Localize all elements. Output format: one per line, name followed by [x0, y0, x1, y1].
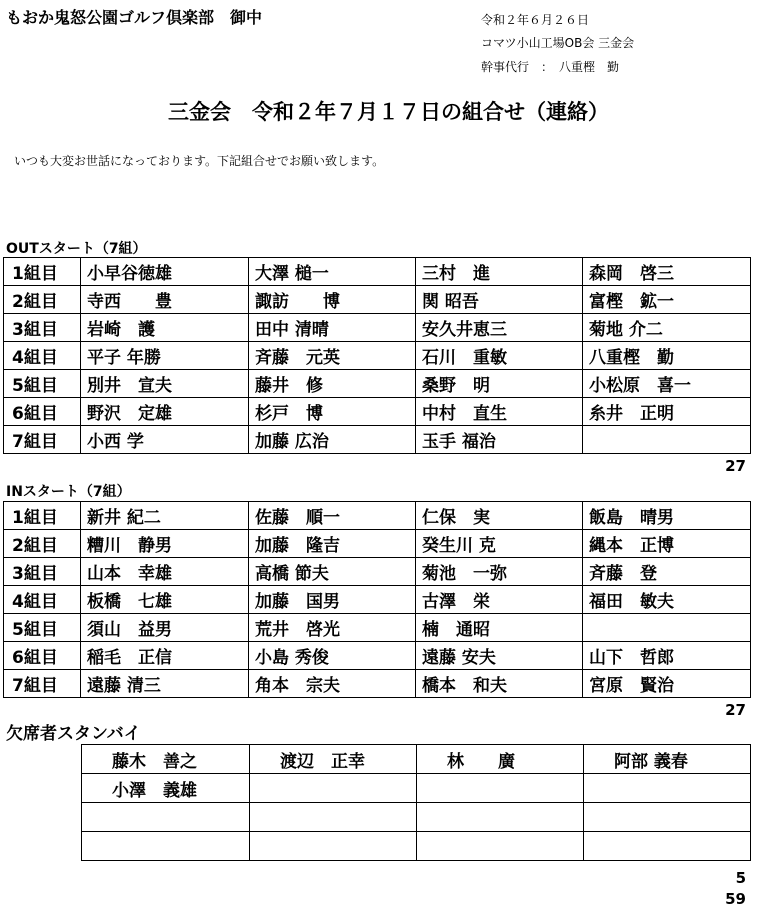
table-row — [4, 426, 751, 454]
player-name: 斉藤 元英 — [249, 342, 416, 370]
organizer: 幹事代行 ： 八重樫 勤 — [481, 60, 620, 74]
player-name: 小澤 義雄 — [82, 774, 250, 803]
standby-table — [81, 744, 751, 861]
organization: コマツ小山工場OB会 三金会 — [481, 36, 635, 50]
table-row — [4, 558, 751, 586]
player-name: 岩崎 護 — [81, 314, 249, 342]
group-label: 5組目 — [4, 370, 81, 398]
table-row — [82, 774, 751, 803]
player-name — [250, 774, 417, 803]
player-name: 藤井 修 — [249, 370, 416, 398]
player-name — [584, 832, 751, 861]
player-name: 癸生川 克 — [416, 530, 583, 558]
player-name: 斉藤 登 — [583, 558, 751, 586]
player-name: 山本 幸雄 — [81, 558, 249, 586]
player-name — [417, 774, 584, 803]
group-label: 2組目 — [4, 286, 81, 314]
player-name: 小松原 喜一 — [583, 370, 751, 398]
player-name: 杉戸 博 — [249, 398, 416, 426]
table-row — [82, 803, 751, 832]
player-name: 飯島 晴男 — [583, 502, 751, 530]
player-name: 野沢 定雄 — [81, 398, 249, 426]
table-row — [4, 586, 751, 614]
player-name: 桑野 明 — [416, 370, 583, 398]
table-row — [4, 370, 751, 398]
table-row — [4, 614, 751, 642]
player-name: 遠藤 安夫 — [416, 642, 583, 670]
player-name: 中村 直生 — [416, 398, 583, 426]
player-name: 楠 通昭 — [416, 614, 583, 642]
player-name: 荒井 啓光 — [249, 614, 416, 642]
player-name: 石川 重敏 — [416, 342, 583, 370]
player-name: 菊池 一弥 — [416, 558, 583, 586]
player-name — [584, 774, 751, 803]
player-name: 板橋 七雄 — [81, 586, 249, 614]
player-name — [417, 832, 584, 861]
group-label: 7組目 — [4, 426, 81, 454]
table-row — [4, 398, 751, 426]
group-label: 2組目 — [4, 530, 81, 558]
player-name: 加藤 広治 — [249, 426, 416, 454]
player-name: 平子 年勝 — [81, 342, 249, 370]
player-name: 宮原 賢治 — [583, 670, 751, 698]
player-name: 小西 学 — [81, 426, 249, 454]
player-name: 仁保 実 — [416, 502, 583, 530]
player-name — [583, 614, 751, 642]
in-heading: INスタート（7組） — [6, 484, 131, 500]
greeting: いつも大変お世話になっております。下記組合せでお願い致します。 — [14, 154, 385, 168]
group-label: 1組目 — [4, 258, 81, 286]
player-name: 糸井 正明 — [583, 398, 751, 426]
player-name: 森岡 啓三 — [583, 258, 751, 286]
player-name: 佐藤 順一 — [249, 502, 416, 530]
player-name: 藤木 善之 — [82, 745, 250, 774]
grand-total: 59 — [725, 890, 746, 908]
table-row — [82, 832, 751, 861]
player-name: 渡辺 正幸 — [250, 745, 417, 774]
player-name: 八重樫 勤 — [583, 342, 751, 370]
in-table — [3, 501, 751, 698]
player-name: 関 昭吾 — [416, 286, 583, 314]
in-total: 27 — [725, 701, 746, 719]
player-name: 山下 哲郎 — [583, 642, 751, 670]
player-name — [82, 832, 250, 861]
player-name: 須山 益男 — [81, 614, 249, 642]
player-name: 阿部 義春 — [584, 745, 751, 774]
player-name: 安久井恵三 — [416, 314, 583, 342]
player-name: 加藤 隆吉 — [249, 530, 416, 558]
player-name — [250, 832, 417, 861]
standby-heading: 欠席者スタンバイ — [6, 724, 141, 744]
player-name: 福田 敏夫 — [583, 586, 751, 614]
player-name — [583, 426, 751, 454]
addressee: もおか鬼怒公園ゴルフ倶楽部 御中 — [6, 8, 263, 27]
player-name: 角本 宗夫 — [249, 670, 416, 698]
table-row — [4, 342, 751, 370]
table-row — [4, 286, 751, 314]
player-name: 寺西 豊 — [81, 286, 249, 314]
group-label: 4組目 — [4, 586, 81, 614]
group-label: 6組目 — [4, 642, 81, 670]
player-name: 菊地 介二 — [583, 314, 751, 342]
group-label: 6組目 — [4, 398, 81, 426]
player-name: 高橋 節夫 — [249, 558, 416, 586]
player-name: 田中 清晴 — [249, 314, 416, 342]
player-name: 縄本 正博 — [583, 530, 751, 558]
player-name: 別井 宣夫 — [81, 370, 249, 398]
group-label: 3組目 — [4, 558, 81, 586]
player-name: 加藤 国男 — [249, 586, 416, 614]
group-label: 3組目 — [4, 314, 81, 342]
date: 令和２年６月２６日 — [481, 13, 590, 27]
group-label: 4組目 — [4, 342, 81, 370]
player-name: 糟川 静男 — [81, 530, 249, 558]
page-title: 三金会 令和２年７月１７日の組合せ（連絡） — [168, 100, 609, 124]
player-name: 富樫 鉱一 — [583, 286, 751, 314]
player-name: 小島 秀俊 — [249, 642, 416, 670]
out-table — [3, 257, 751, 454]
out-total: 27 — [725, 457, 746, 475]
player-name: 三村 進 — [416, 258, 583, 286]
table-row — [4, 670, 751, 698]
table-row — [4, 530, 751, 558]
table-row — [4, 502, 751, 530]
player-name: 古澤 栄 — [416, 586, 583, 614]
player-name: 玉手 福治 — [416, 426, 583, 454]
player-name — [250, 803, 417, 832]
player-name: 大澤 槌一 — [249, 258, 416, 286]
player-name: 小早谷徳雄 — [81, 258, 249, 286]
table-row — [82, 745, 751, 774]
player-name: 橋本 和夫 — [416, 670, 583, 698]
table-row — [4, 642, 751, 670]
group-label: 1組目 — [4, 502, 81, 530]
table-row — [4, 314, 751, 342]
group-label: 7組目 — [4, 670, 81, 698]
player-name — [584, 803, 751, 832]
group-label: 5組目 — [4, 614, 81, 642]
player-name: 新井 紀二 — [81, 502, 249, 530]
player-name: 遠藤 清三 — [81, 670, 249, 698]
standby-count: 5 — [735, 869, 746, 887]
player-name: 稲毛 正信 — [81, 642, 249, 670]
player-name: 諏訪 博 — [249, 286, 416, 314]
player-name — [82, 803, 250, 832]
player-name — [417, 803, 584, 832]
table-row — [4, 258, 751, 286]
player-name: 林 廣 — [417, 745, 584, 774]
out-heading: OUTスタート（7組） — [6, 241, 147, 257]
